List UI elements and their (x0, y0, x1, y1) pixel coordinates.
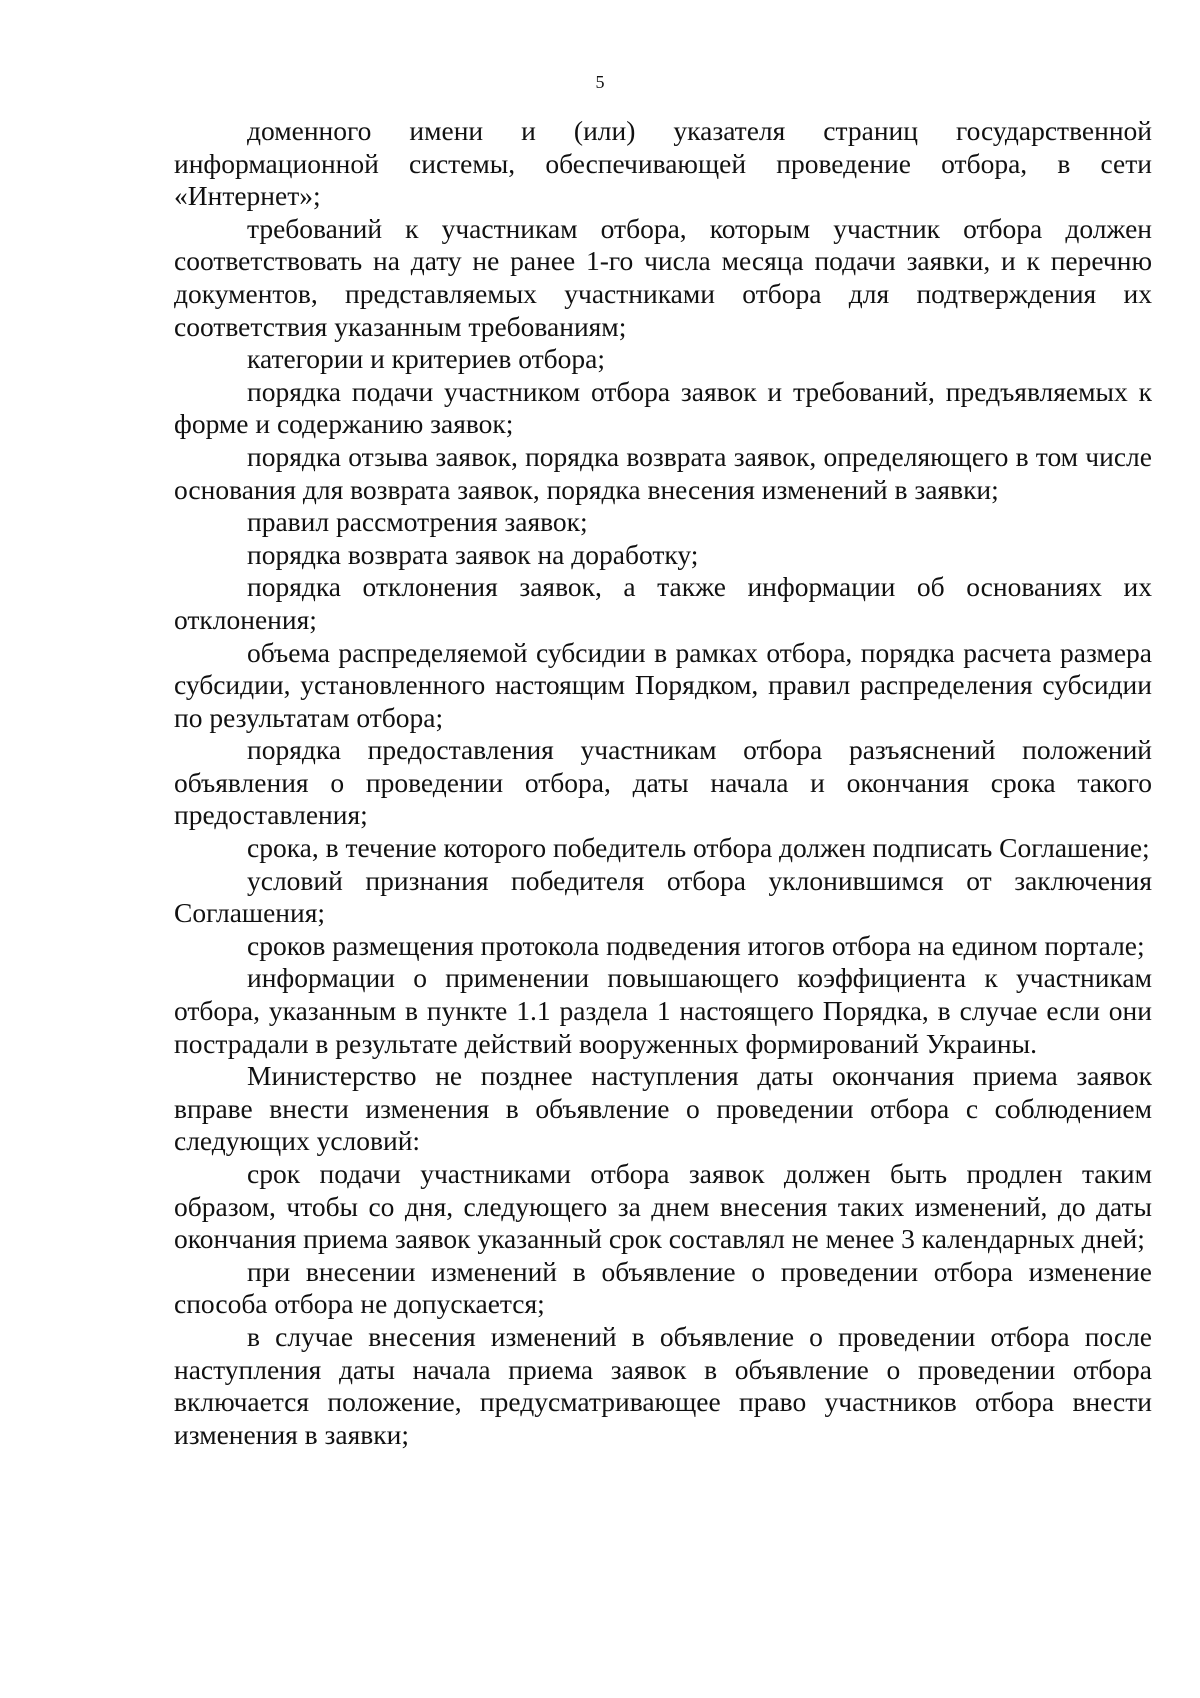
paragraph: порядка предоставления участникам отбора разъяснений положений объявления о проведении отбора, даты начала и окончания срока такого предоставления; (174, 734, 1152, 831)
page-number: 5 (595, 72, 605, 92)
paragraph: информации о применении повышающего коэффициента к участникам отбора, указанным в пункте 1.1 раздела 1 настоящего Порядка, в случае если они пострадали в результате действий вооруженных формирований Украины. (174, 962, 1152, 1059)
paragraph: условий признания победителя отбора уклонившимся от заключения Соглашения; (174, 864, 1152, 929)
paragraph: в случае внесения изменений в объявление о проведении отбора после наступления даты начала приема заявок в объявление о проведении отбора включается положение, предусматривающее право участников отбора внести изменения в заявки; (174, 1320, 1152, 1450)
paragraph: порядка подачи участником отбора заявок и требований, предъявляемых к форме и содержанию заявок; (174, 375, 1152, 440)
paragraph: категории и критериев отбора; (247, 343, 605, 375)
paragraph: порядка отклонения заявок, а также информации об основаниях их отклонения; (174, 571, 1152, 635)
paragraph: срок подачи участниками отбора заявок должен быть продлен таким образом, чтобы со дня, следующего за днем внесения таких изменений, до даты окончания приема заявок указанный срок составлял не менее 3 календарных дней; (174, 1158, 1152, 1255)
paragraph: доменного имени и (или) указателя страниц государственной информационной системы, обеспечивающей проведение отбора, в сети «Интернет»; (174, 115, 1152, 212)
paragraph: правил рассмотрения заявок; (247, 506, 588, 538)
paragraph: порядка возврата заявок на доработку; (247, 538, 699, 570)
document-body (174, 115, 1152, 1451)
paragraph: порядка отзыва заявок, порядка возврата заявок, определяющего в том числе основания для возврата заявок, порядка внесения изменений в заявки; (174, 440, 1152, 505)
paragraph: сроков размещения протокола подведения итогов отбора на едином портале; (247, 929, 1145, 961)
paragraph: при внесении изменений в объявление о проведении отбора изменение способа отбора не допускается; (174, 1255, 1152, 1320)
paragraph: Министерство не позднее наступления даты окончания приема заявок вправе внести изменения в объявление о проведении отбора с соблюдением следующих условий: (174, 1060, 1152, 1157)
paragraph: требований к участникам отбора, которым участник отбора должен соответствовать на дату не ранее 1-го числа месяца подачи заявки, и к перечню документов, представляемых участниками отбора для подтверждения их соответствия указанным требованиям; (174, 212, 1152, 342)
paragraph: объема распределяемой субсидии в рамках отбора, порядка расчета размера субсидии, установленного настоящим Порядком, правил распределения субсидии по результатам отбора; (174, 636, 1152, 733)
paragraph: срока, в течение которого победитель отбора должен подписать Соглашение; (247, 832, 1150, 864)
